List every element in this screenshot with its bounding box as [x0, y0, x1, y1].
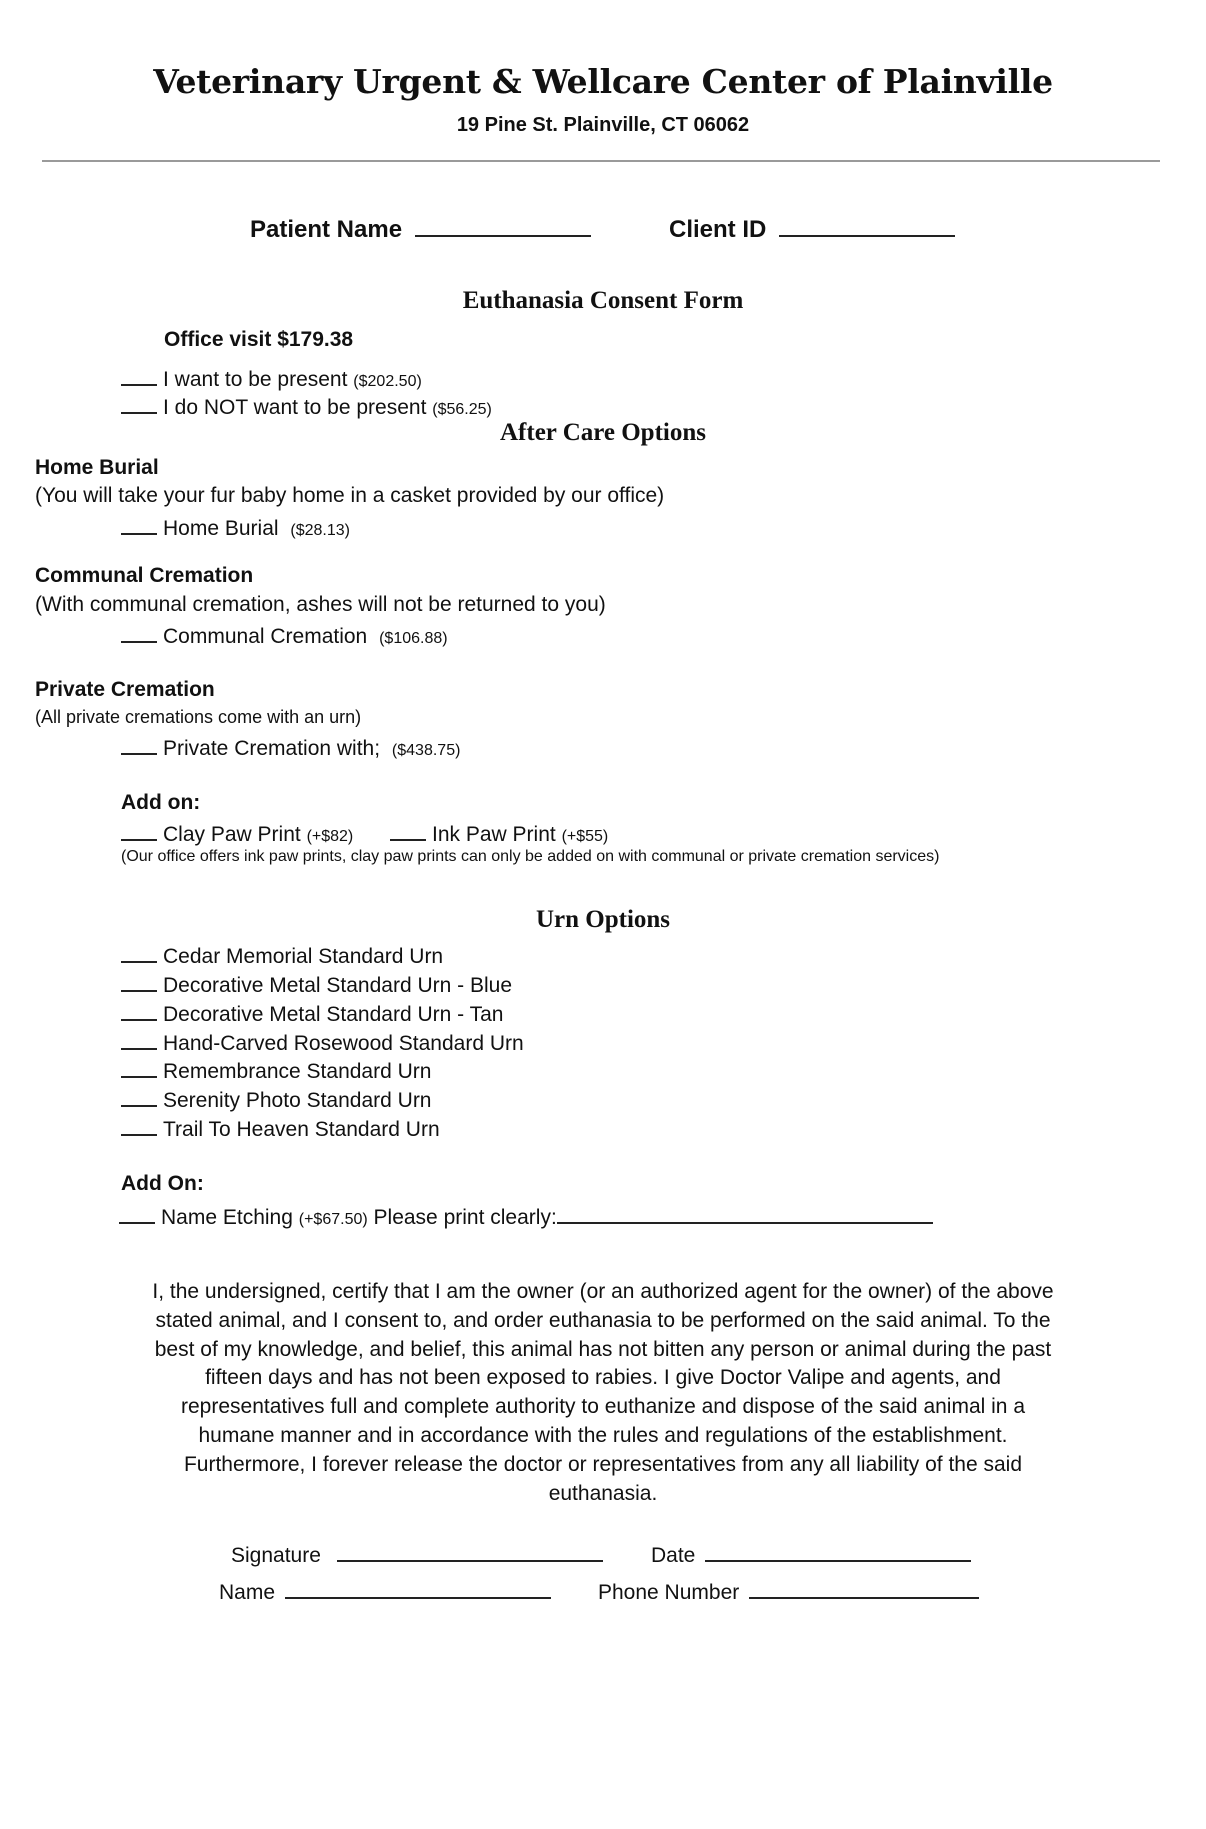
client-id-label: Client ID [669, 216, 767, 243]
form-title: Euthanasia Consent Form [462, 287, 744, 314]
option-home-burial [121, 513, 350, 541]
urn-checkbox-blank[interactable] [121, 1028, 157, 1050]
option-label: Ink Paw Print [432, 823, 556, 846]
present-checkbox-blank[interactable] [121, 364, 157, 386]
patient-name-label: Patient Name [250, 216, 403, 243]
option-private-cremation [121, 733, 460, 761]
urn-label: Decorative Metal Standard Urn - Blue [163, 974, 512, 997]
urn-label: Serenity Photo Standard Urn [163, 1089, 432, 1112]
communal-cremation-checkbox-blank[interactable] [121, 621, 157, 643]
option-price: ($438.75) [391, 742, 461, 759]
home-burial-note: (You will take your fur baby home in a casket provided by our office) [35, 484, 665, 507]
urn-addon-heading: Add On: [121, 1172, 204, 1195]
after-care-title: After Care Options [500, 419, 706, 446]
urn-option [121, 1114, 440, 1142]
urn-option [121, 999, 503, 1027]
option-label: Name Etching [161, 1206, 293, 1229]
urn-checkbox-blank[interactable] [121, 999, 157, 1021]
private-cremation-heading: Private Cremation [35, 678, 215, 701]
communal-cremation-heading: Communal Cremation [35, 564, 254, 587]
date-label: Date [651, 1544, 696, 1567]
name-label: Name [219, 1581, 276, 1604]
urn-checkbox-blank[interactable] [121, 1114, 157, 1136]
option-price: (+$82) [306, 828, 354, 845]
clay-paw-print-checkbox-blank[interactable] [121, 819, 157, 841]
name-input[interactable] [285, 1577, 551, 1599]
name-field [219, 1577, 551, 1605]
option-present [121, 364, 422, 392]
private-cremation-note: (All private cremations come with an urn) [35, 707, 362, 727]
urn-label: Trail To Heaven Standard Urn [163, 1118, 440, 1141]
option-ink-paw-print [390, 819, 608, 847]
option-price: ($28.13) [290, 522, 350, 539]
clinic-address: 19 Pine St. Plainville, CT 06062 [456, 114, 750, 136]
option-price: ($56.25) [432, 401, 492, 418]
option-name-etching [119, 1200, 933, 1230]
urn-label: Hand-Carved Rosewood Standard Urn [163, 1032, 524, 1055]
option-label: Home Burial [163, 517, 279, 540]
patient-name-field [250, 213, 591, 244]
private-cremation-checkbox-blank[interactable] [121, 733, 157, 755]
option-price: (+$55) [561, 828, 609, 845]
option-label: Clay Paw Print [163, 823, 301, 846]
communal-cremation-note: (With communal cremation, ashes will not be returned to you) [35, 593, 606, 616]
patient-name-input[interactable] [415, 213, 591, 237]
urn-checkbox-blank[interactable] [121, 970, 157, 992]
paw-print-addon-heading: Add on: [121, 791, 201, 814]
name-etching-input[interactable] [557, 1200, 933, 1224]
urn-label: Decorative Metal Standard Urn - Tan [163, 1003, 504, 1026]
option-price: ($202.50) [353, 373, 422, 390]
option-label: I want to be present [163, 368, 348, 391]
option-price: ($106.88) [379, 630, 448, 647]
home-burial-checkbox-blank[interactable] [121, 513, 157, 535]
option-label: Communal Cremation [163, 625, 368, 648]
signature-label: Signature [231, 1544, 321, 1567]
phone-field [598, 1577, 979, 1605]
phone-input[interactable] [749, 1577, 979, 1599]
phone-label: Phone Number [598, 1581, 740, 1604]
urn-options-title: Urn Options [535, 906, 671, 933]
urn-checkbox-blank[interactable] [121, 1056, 157, 1078]
name-etching-checkbox-blank[interactable] [119, 1202, 155, 1224]
header-divider [42, 160, 1160, 162]
urn-checkbox-blank[interactable] [121, 1085, 157, 1107]
option-not-present [121, 392, 492, 420]
urn-option [121, 970, 512, 998]
option-clay-paw-print [121, 819, 353, 847]
urn-checkbox-blank[interactable] [121, 941, 157, 963]
client-id-input[interactable] [779, 213, 955, 237]
urn-option [121, 1085, 432, 1113]
urn-label: Remembrance Standard Urn [163, 1060, 432, 1083]
option-label: Private Cremation with; [163, 737, 381, 760]
home-burial-heading: Home Burial [35, 456, 159, 479]
not-present-checkbox-blank[interactable] [121, 392, 157, 414]
office-visit-label: Office visit $179.38 [164, 328, 354, 351]
ink-paw-print-checkbox-blank[interactable] [390, 819, 426, 841]
clinic-name: Veterinary Urgent & Wellcare Center of Plainville [153, 62, 1053, 101]
urn-option [121, 941, 443, 969]
option-price: (+$67.50) [298, 1211, 368, 1228]
signature-input[interactable] [337, 1540, 603, 1562]
date-input[interactable] [705, 1540, 971, 1562]
urn-option [121, 1056, 431, 1084]
paw-print-note: (Our office offers ink paw prints, clay paw prints can only be added on with communal or private cremation services) [121, 848, 940, 865]
option-label: I do NOT want to be present [163, 396, 427, 419]
option-communal-cremation [121, 621, 448, 649]
signature-field [231, 1540, 603, 1568]
client-id-field [669, 213, 955, 244]
urn-label: Cedar Memorial Standard Urn [163, 945, 444, 968]
date-field [651, 1540, 971, 1568]
consent-statement: I, the undersigned, certify that I am the owner (or an authorized agent for the owner) of the above stated animal, and I consent to, and order euthanasia to be performed on the said animal. To the best of my knowledge, and belief, this animal has not bitten any person or animal during the past fifteen days and has not been exposed to rabies. I give Doctor Valipe and agents, and representatives full and complete authority to euthanize and dispose of the said animal in a humane manner and in accordance with the rules and regulations of the establishment. Furthermore, I forever release the doctor or representatives from any all liability of the said euthanasia. [152, 1280, 1054, 1505]
urn-option [121, 1028, 524, 1056]
print-clearly-label: Please print clearly: [373, 1206, 557, 1229]
